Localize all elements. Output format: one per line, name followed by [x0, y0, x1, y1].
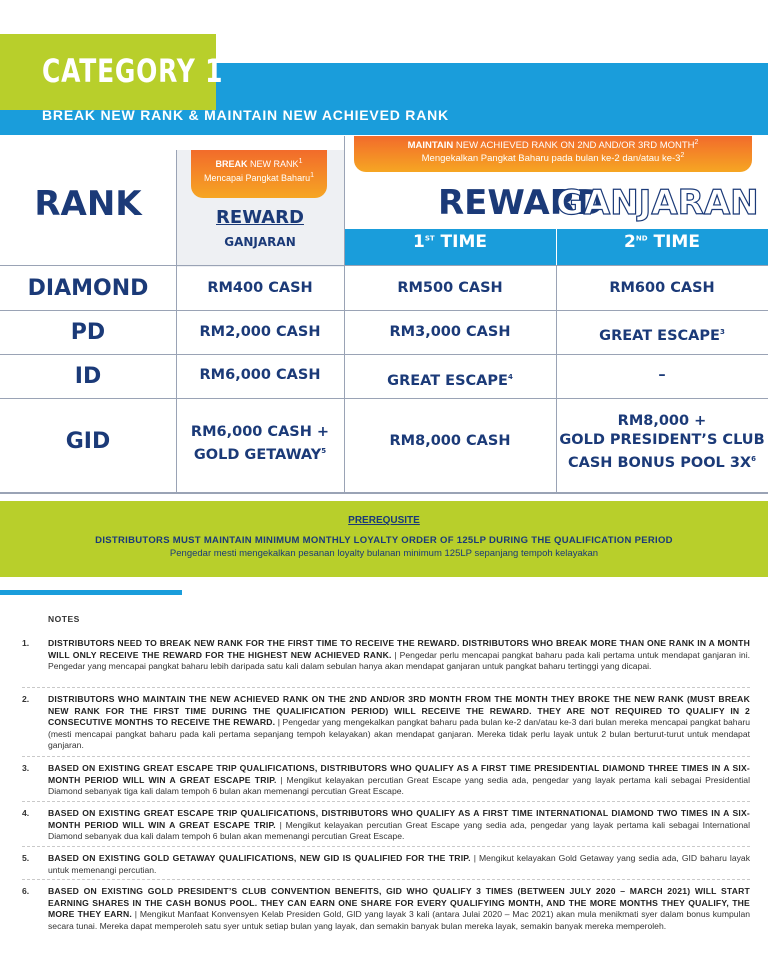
- note-divider: [22, 756, 750, 757]
- reward-big-title: REWARD: [438, 183, 605, 223]
- rank-diamond: DIAMOND: [27, 276, 149, 301]
- note-item: BASED ON EXISTING GOLD GETAWAY QUALIFICATIONS, NEW GID IS QUALIFIED FOR THE TRIP. | Mengikut kelayakan Gold Getaway yang sedia ada, GID baharu layak untuk memenangi percutian.: [48, 853, 750, 875]
- row-divider: [0, 354, 768, 355]
- note-number: 1.: [22, 638, 30, 648]
- break-badge-line1: BREAK NEW RANK$^1$: [215, 158, 303, 169]
- note-number: 5.: [22, 853, 30, 863]
- gid-break-reward: [176, 423, 344, 465]
- gid-break-reward-line1: RM6,000 CASH +: [190, 424, 330, 440]
- pd-break-reward: RM2,000 CASH: [199, 324, 321, 340]
- accent-strip: [0, 590, 182, 595]
- note-number: 4.: [22, 808, 30, 818]
- rank-gid: GID: [65, 429, 111, 454]
- rank-header: RANK: [34, 184, 142, 224]
- second-time-header: 2ND TIME: [624, 232, 700, 252]
- prerequisite-title: PREREQUSITE: [348, 515, 420, 526]
- reward-header: REWARD: [216, 207, 304, 228]
- ganjaran-big-title: GANJARAN: [556, 183, 759, 223]
- header-blue-band: [216, 63, 768, 110]
- rank-id: ID: [74, 364, 102, 389]
- note-item: BASED ON EXISTING GREAT ESCAPE TRIP QUALIFICATIONS, DISTRIBUTORS WHO QUALIFY AS A FIRST TIME INTERNATIONAL DIAMOND TWO TIMES IN A SIX-MONTH PERIOD WILL WIN A GREAT ESCAPE TRIP. | Mengikut kelayakan percutian Great Escape yang sedia ada, pengedar yang layak pertama kali sebagai International Diamond sebanyak dua kali dalam tempoh 6 bulan akan memenangi percutian Great Escape.: [48, 808, 750, 842]
- page-subtitle: BREAK NEW RANK & MAINTAIN NEW ACHIEVED RANK: [42, 107, 449, 123]
- note-number: 3.: [22, 763, 30, 773]
- break-badge-line2: Mencapai Pangkat Baharu$^1$: [204, 172, 314, 183]
- row-divider: [0, 398, 768, 399]
- gid-second-time-line3: CASH BONUS POOL $3X^6$: [568, 454, 756, 471]
- gid-break-reward-line2: GOLD GETAWAY$^5$: [193, 446, 327, 463]
- id-first-time-reward: GREAT ESCAPE$^4$: [387, 372, 513, 389]
- category-title: CATEGORY 1: [42, 52, 224, 90]
- maintain-badge-line1: MAINTAIN NEW ACHIEVED RANK ON 2ND AND/OR 3RD MONTH$^2$: [407, 139, 699, 152]
- note-item: BASED ON EXISTING GOLD PRESIDENT’S CLUB CONVENTION BENEFITS, GID WHO QUALIFY 3 TIMES (BETWEEN JULY 2020 – MARCH 2021) WILL START EARNING SHARES IN THE CASH BONUS POOL. THEY CAN EARN ONE SHARE FOR EVERY QUALIFYING MONTH, AND THE MORE MONTHS THEY QUALIFY, THE MORE THEY EARN. | Mengikut Manfaat Konvensyen Kelab Presiden Gold, GID yang layak 3 kali (antara Julai 2020 – Mac 2021) akan mula menikmati syer dalam bonus kumpulan secara tunai. Mereka dapat memperoleh satu syer untuk setiap bulan yang layak, dan semakin banyak bulan mereka layak, semakin banyak mereka memperoleh.: [48, 886, 751, 931]
- maintain-badge-line2: Mengekalkan Pangkat Baharu pada bulan ke-2 dan/atau $ke-3^2$: [421, 152, 685, 165]
- pd-second-time-reward: GREAT ESCAPE$^3$: [599, 327, 725, 344]
- note-item: BASED ON EXISTING GREAT ESCAPE TRIP QUALIFICATIONS, DISTRIBUTORS WHO QUALIFY AS A FIRST TIME PRESIDENTIAL DIAMOND THREE TIMES IN A SIX-MONTH PERIOD WILL WIN A GREAT ESCAPE TRIP. | Mengikut kelayakan percutian Great Escape yang sedia ada, pengedar yang layak pertama kali sebagai Presidential Diamond sebanyak tiga kali dalam tempoh 6 bulan akan memenangi percutian Great Escape.: [48, 763, 750, 797]
- prerequisite-malay: Pengedar mesti mengekalkan pesanan loyalty bulanan minimum 125LP sepanjang tempoh kelayakan: [169, 548, 599, 559]
- id-break-reward: RM6,000 CASH: [199, 367, 321, 383]
- note-divider: [22, 687, 750, 688]
- note-number: 6.: [22, 886, 30, 896]
- diamond-break-reward: RM400 CASH: [207, 280, 313, 296]
- gid-second-time-line2: GOLD PRESIDENT’S CLUB: [559, 432, 765, 448]
- gid-second-time-reward: [556, 412, 768, 473]
- gid-first-time-reward: RM8,000 CASH: [389, 433, 511, 449]
- table-bottom-border: [0, 492, 768, 494]
- note-divider: [22, 879, 750, 880]
- diamond-second-time-reward: RM600 CASH: [609, 280, 715, 296]
- notes-title: NOTES: [48, 614, 80, 624]
- first-time-header: 1ST TIME: [412, 232, 488, 252]
- note-divider: [22, 846, 750, 847]
- rank-pd: PD: [70, 320, 106, 345]
- ganjaran-header: GANJARAN: [224, 235, 296, 249]
- note-number: 2.: [22, 694, 30, 704]
- prerequisite-english: DISTRIBUTORS MUST MAINTAIN MINIMUM MONTHLY LOYALTY ORDER OF 125LP DURING THE QUALIFICATION PERIOD: [95, 535, 673, 546]
- row-divider: [0, 310, 768, 311]
- note-item: DISTRIBUTORS WHO MAINTAIN THE NEW ACHIEVED RANK ON THE 2ND AND/OR 3RD MONTH FROM THE MONTH THEY BROKE THE NEW RANK (MUST BREAK NEW RANK FOR THE FIRST TIME DURING THE QUALIFICATION PERIOD) WILL RECEIVE THE REWARD. THEY ARE NOT REQUIRED TO QUALIFY IN 2 CONSECUTIVE MONTHS TO RECEIVE THE REWARD. | Pengedar yang mengekalkan pangkat baharu pada bulan ke-2 dan/atau ke-3 dari bulan mereka mencapai pangkat baharu (mesti mencapai pangkat baharu pada kali pertama sepanjang tempoh kelayakan) akan mendapat ganjaran. Mereka tidak perlu layak untuk 2 bulan berturut-turut untuk mendapat ganjaran.: [48, 694, 750, 751]
- pd-first-time-reward: RM3,000 CASH: [389, 324, 511, 340]
- id-second-time-reward: –: [658, 367, 666, 383]
- note-divider: [22, 801, 750, 802]
- note-item: DISTRIBUTORS NEED TO BREAK NEW RANK FOR THE FIRST TIME TO RECEIVE THE REWARD. DISTRIBUTORS WHO BREAK MORE THAN ONE RANK IN A MONTH WILL ONLY RECEIVE THE REWARD FOR THE HIGHEST NEW ACHIEVED RANK. | Pengedar perlu mencapai pangkat baharu pada kali pertama untuk mendapat ganjaran ini. Pengedar yang mencapai pangkat baharu lebih daripada satu kali dalam sebulan hanya akan mendapat ganjaran untuk pangkat baharu tertinggi yang dicapai.: [48, 638, 750, 672]
- gid-second-time-line1: RM8,000 +: [617, 413, 707, 429]
- row-divider: [0, 265, 768, 266]
- diamond-first-time-reward: RM500 CASH: [397, 280, 503, 296]
